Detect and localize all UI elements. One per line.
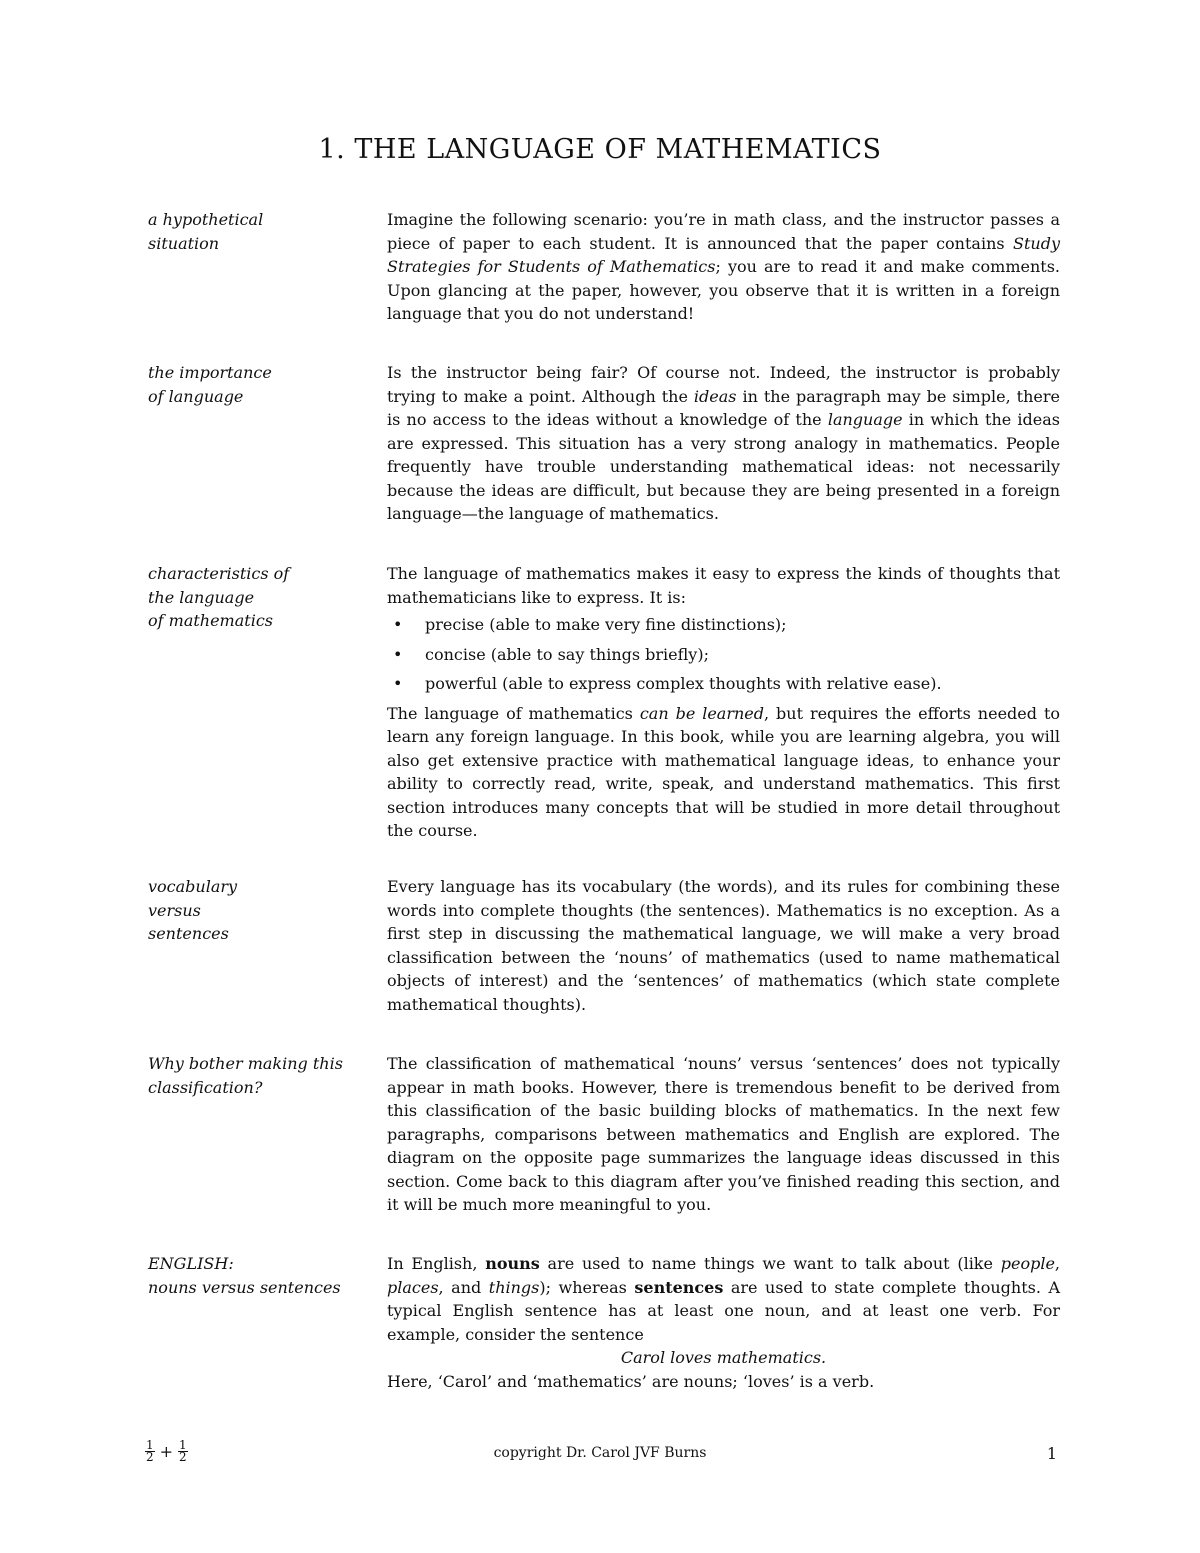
- section-body: [387, 1052, 1060, 1217]
- paragraph: In English, nouns are used to name things we want to talk about (like people, places, and things); whereas sentences are used to state complete thoughts. A typical English sentence has at least one noun, and at least one verb. For example, consider the sentence: [387, 1254, 1061, 1344]
- margin-line: classification?: [148, 1077, 263, 1097]
- section-body: [387, 361, 1060, 526]
- margin-line: a hypothetical: [148, 210, 264, 229]
- copyright-notice: copyright Dr. Carol JVF Burns: [493, 1445, 707, 1461]
- paragraph: Is the instructor being fair? Of course not. Indeed, the instructor is probably trying to make a point. Although the ideas in the paragraph may be simple, there is no access to the ideas without a knowledge of the language in which the ideas are expressed. This situation has a very strong analogy in mathematics. People frequently have trouble understanding mathematical ideas: not necessarily because the ideas are difficult, but because they are being presented in a foreign language—the language of mathematics.: [387, 363, 1061, 523]
- margin-line: of language: [148, 386, 244, 406]
- section-vocabulary: [148, 875, 1060, 1016]
- section-body: [387, 562, 1060, 843]
- margin-note: [148, 1052, 368, 1099]
- paragraph: Here, ‘Carol’ and ‘mathematics’ are nouns; ‘loves’ is a verb.: [387, 1371, 875, 1391]
- bullet-icon: •: [393, 674, 403, 693]
- margin-note: [148, 1252, 368, 1299]
- bullet-list: [387, 613, 1060, 696]
- section-hypothetical: [148, 208, 1060, 326]
- section-importance: [148, 361, 1060, 526]
- fraction: $\frac{1}{2}$: [179, 1438, 187, 1464]
- margin-line: Why bother making this: [148, 1054, 343, 1073]
- margin-line: situation: [148, 233, 220, 253]
- margin-line: sentences: [148, 924, 229, 943]
- margin-line: the language: [148, 587, 255, 607]
- margin-line: the importance: [148, 363, 272, 382]
- margin-note: [148, 875, 368, 946]
- margin-line: ENGLISH:: [148, 1254, 234, 1273]
- section-english: [148, 1252, 1060, 1393]
- bullet-icon: •: [393, 644, 403, 664]
- margin-line: nouns versus sentences: [148, 1277, 341, 1297]
- page-title: 1. THE LANGUAGE OF MATHEMATICS: [318, 134, 882, 165]
- margin-line: characteristics of: [148, 564, 290, 583]
- section-why-bother: [148, 1052, 1060, 1217]
- paragraph: Imagine the following scenario: you’re in math class, and the instructor passes a piece of paper to each student. It is announced that the paper contains Study Strategies for Students of Mathematics; you are to read it and make comments. Upon glancing at the paper, however, you observe that it is written in a foreign language that you do not understand!: [387, 210, 1060, 323]
- section-body: [387, 208, 1060, 326]
- margin-note: [148, 208, 368, 255]
- list-item: • precise (able to make very fine distinctions);: [387, 613, 1060, 637]
- example-sentence: Carol loves mathematics.: [620, 1348, 827, 1367]
- section-characteristics: [148, 562, 1060, 843]
- list-item: • concise (able to say things briefly);: [387, 643, 1060, 667]
- fraction: $\frac{1}{2}$: [146, 1438, 154, 1464]
- paragraph: The classification of mathematical ‘nouns’ versus ‘sentences’ does not typically appear in math books. However, there is tremendous benefit to be derived from this classification of the basic building blocks of mathematics. In the next few paragraphs, comparisons between mathematics and English are explored. The diagram on the opposite page summarizes the language ideas discussed in this section. Come back to this diagram after you’ve finished reading this section, and it will be much more meaningful to you.: [387, 1054, 1060, 1214]
- bullet-icon: •: [393, 615, 403, 634]
- page-number: 1: [1046, 1444, 1057, 1463]
- section-body: [387, 875, 1060, 1016]
- margin-line: vocabulary: [148, 877, 238, 896]
- margin-note: [148, 562, 368, 633]
- paragraph: The language of mathematics makes it easy to express the kinds of thoughts that mathematicians like to express. It is:: [387, 564, 1060, 607]
- section-body: [387, 1252, 1060, 1393]
- paragraph: The language of mathematics can be learned, but requires the efforts needed to learn any foreign language. In this book, while you are learning algebra, you will also get extensive practice with mathematical language ideas, to enhance your ability to correctly read, write, speak, and understand mathematics. This first section introduces many concepts that will be studied in more detail throughout the course.: [387, 703, 1061, 840]
- plus-sign: +: [159, 1442, 174, 1461]
- list-item: • powerful (able to express complex thoughts with relative ease).: [387, 672, 1060, 696]
- margin-line: of mathematics: [148, 611, 273, 630]
- margin-line: versus: [148, 900, 201, 920]
- paragraph: Every language has its vocabulary (the words), and its rules for combining these words into complete thoughts (the sentences). Mathematics is no exception. As a first step in discussing the mathematical language, we will make a very broad classification between the ‘nouns’ of mathematics (used to name mathematical objects of interest) and the ‘sentences’ of mathematics (which state complete mathematical thoughts).: [387, 877, 1060, 1014]
- margin-note: [148, 361, 368, 408]
